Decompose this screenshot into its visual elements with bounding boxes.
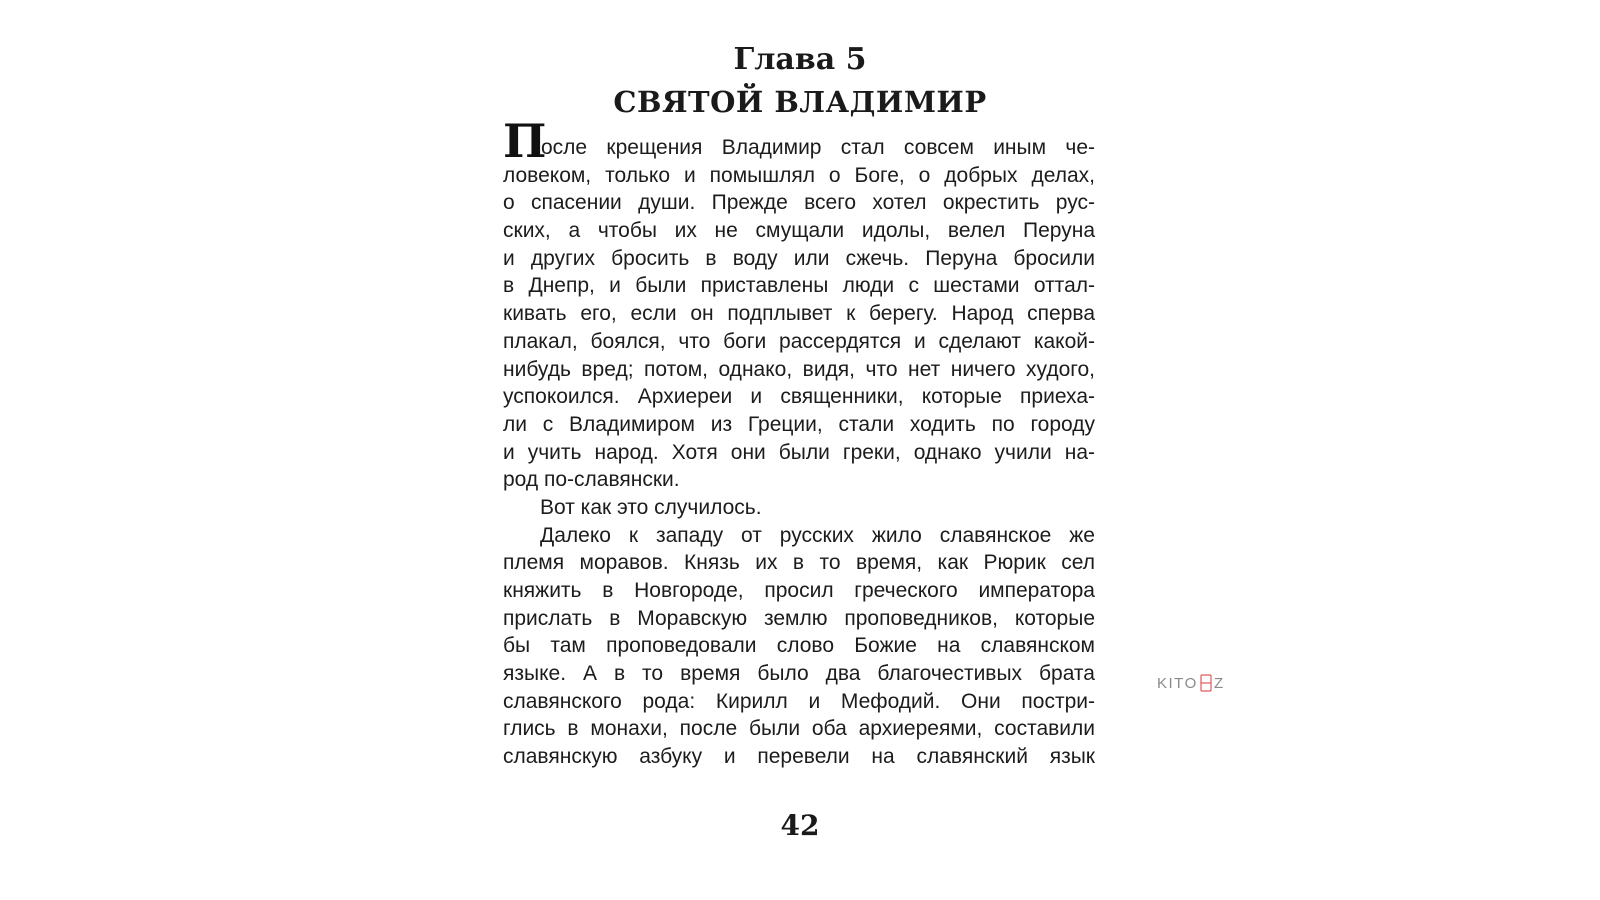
text-line [503, 114, 1095, 168]
text-line: языке. А в то время было два благочестивых брата [503, 662, 1095, 686]
text-line: княжить в Новгороде, просил греческого императора [503, 579, 1095, 602]
text-line: кивать его, если он подплывет к берегу. Народ сперва [503, 302, 1095, 326]
text-line: Далеко к западу от русских жило славянское же [540, 523, 1095, 547]
chapter-number: Глава 5 [733, 42, 867, 77]
text-line: славянскую азбуку и перевели на славянский язык [503, 745, 1095, 769]
text-line: успокоился. Архиереи и священники, которые приеха- [503, 385, 1095, 409]
text-line: и учить народ. Хотя они были греки, однако учили на- [503, 440, 1095, 464]
text-line: Вот как это случилось. [540, 495, 762, 519]
text-line-content: осле крещения Владимир стал совсем иным че- [541, 136, 1095, 159]
text-line: нибудь вред; потом, однако, видя, что нет ничего худого, [503, 357, 1095, 381]
text-line: бы там проповедовали слово Божие на славянском [503, 634, 1095, 658]
drop-cap: П [503, 114, 547, 168]
text-line: глись в монахи, после были оба архиереями, составили [503, 717, 1095, 741]
chapter-title: СВЯТОЙ ВЛАДИМИР [613, 85, 987, 119]
text-line: и других бросить в воду или сжечь. Перуна бросили [503, 246, 1095, 270]
body-text [503, 114, 1095, 771]
text-line: ли с Владимиром из Греции, стали ходить по городу [503, 412, 1095, 436]
text-line: прислать в Моравскую землю проповедников, которые [503, 606, 1095, 630]
page-number: 42 [780, 809, 820, 842]
text-line: плакал, боялся, что боги рассердятся и сделают какой- [503, 329, 1095, 353]
text-line: в Днепр, и были приставлены люди с шестами оттал- [503, 274, 1095, 298]
kitobz-watermark-logo [1157, 672, 1227, 694]
text-line: славянского рода: Кирилл и Мефодий. Они постри- [503, 689, 1095, 713]
text-line: племя моравов. Князь их в то время, как Рюрик сел [503, 551, 1095, 575]
svg-text:KITO: KITO [1157, 675, 1198, 692]
svg-text:Z: Z [1214, 675, 1224, 692]
text-line: ских, а чтобы их не смущали идолы, велел Перуна [503, 219, 1095, 243]
text-line: о спасении души. Прежде всего хотел окрестить рус- [503, 191, 1095, 215]
text-line: род по-славянски. [503, 468, 680, 492]
text-line: ловеком, только и помышлял о Боге, о добрых делах, [503, 163, 1095, 187]
